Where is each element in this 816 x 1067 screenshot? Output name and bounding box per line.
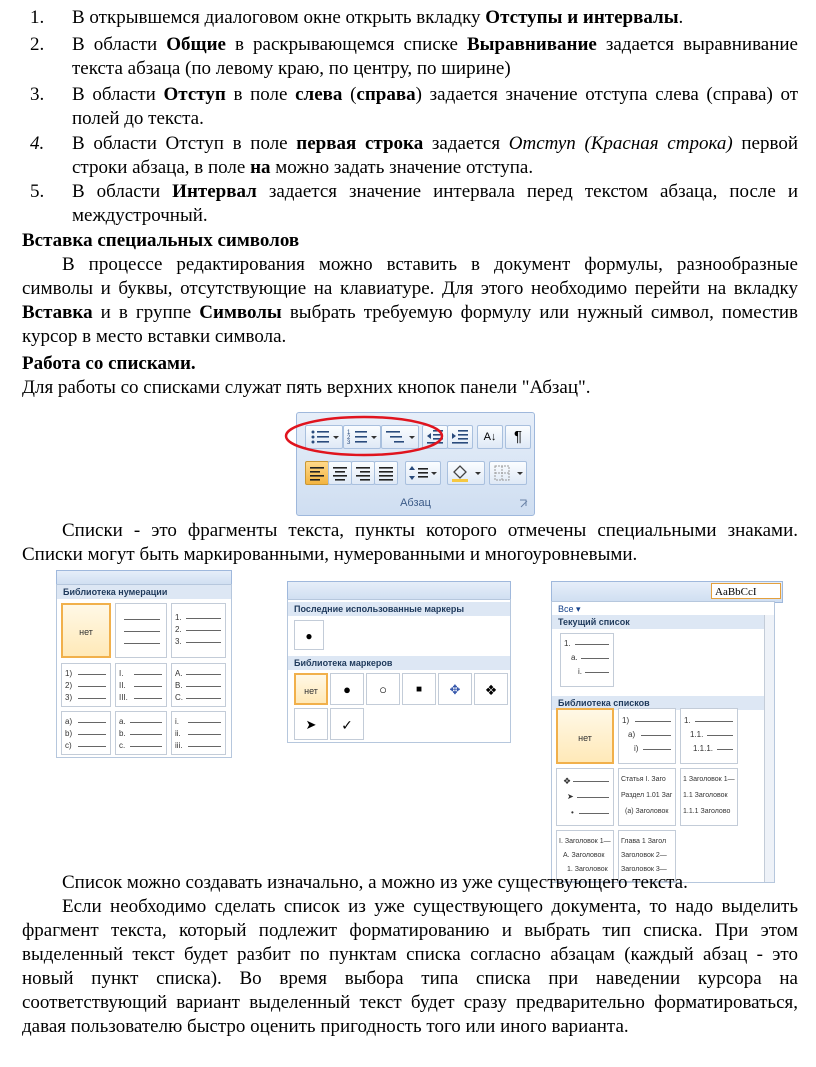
bullet-square-option[interactable]: ■ [402,673,436,705]
numbering-option-paren[interactable]: 1) 2) 3) [61,663,111,707]
align-left-button[interactable] [305,461,329,485]
align-right-icon [352,462,374,484]
numbering-option-roman-lower[interactable]: i. ii. iii. [171,711,226,755]
step-text: В области Общие в раскрывающемся списке Выравнивание задается выравнивание текста абзаца (по левому краю, по центру, по ширине) [72,34,798,79]
multilevel-option-paren[interactable]: 1) a) i) [618,708,676,764]
step-text: В области Отступ в поле слева (справа) задается значение отступа слева (справа) от полей до текста. [72,84,798,129]
increase-indent-icon [448,426,472,448]
step-text: В области Интервал задается значение интервала перед текстом абзаца, после и междустрочный. [72,181,798,226]
multilevel-none-option[interactable]: нет [556,708,614,764]
multilevel-panel [551,601,775,883]
sort-button[interactable] [477,425,503,449]
bullet-circle-option[interactable]: ○ [366,673,400,705]
bullet-arrow-option[interactable]: ➤ [294,708,328,740]
dialog-launcher-icon[interactable] [519,499,529,509]
step-number: 2. [30,34,45,55]
step-number: 3. [30,84,45,105]
multilevel-gallery [551,581,781,881]
multilevel-option-article[interactable]: Статья I. Заго Раздел 1.01 Заг (a) Заголовок [618,768,676,826]
section-heading-lists: Работа со списками. [22,353,196,374]
multilevel-option-bullets[interactable]: ❖ ➤ • [556,768,614,826]
align-center-icon [329,462,351,484]
list-library-title: Библиотека списков [552,696,774,710]
ribbon-group-label: Абзац [400,497,431,509]
symbols-paragraph: В процессе редактирования можно вставить в документ формулы, разнообразные символы и буквы, отсутствующие на клавиатуре. Для этого необходимо перейти на вкладку Вставка и в группе Символы выбрать требуемую формулу или нужный символ, поместив курсор в место вставки символа. [22,254,799,347]
current-list-option[interactable]: 1. a. i. [560,633,614,687]
numbering-option-roman[interactable]: I. II. III. [115,663,167,707]
step-number: 5. [30,181,45,202]
lists-intro: Для работы со списками служат пять верхних кнопок панели "Абзац". [22,377,591,398]
svg-text:2: 2 [347,435,351,441]
borders-button[interactable] [489,461,527,485]
bullet-disc-option[interactable]: ● [330,673,364,705]
paragraph-ribbon-panel [296,412,535,516]
numbering-title: Библиотека нумерации [57,585,231,599]
numbering-option-letters-paren[interactable]: a) b) c) [61,711,111,755]
recent-bullet-disc[interactable]: ● [294,620,324,650]
justify-icon [375,462,397,484]
list-creation-paragraph: Список можно создавать изначально, а можно из уже существующего текста. [62,872,688,893]
numbering-none-option[interactable]: нет [61,603,111,658]
multilevel-option-headings-decimal[interactable]: 1 Заголовок 1— 1.1 Заголовок 1.1.1 Заголово [680,768,738,826]
bullet-star-option[interactable]: ✥ [438,673,472,705]
numbering-gallery [56,570,230,756]
bullet-diamond-option[interactable]: ❖ [474,673,508,705]
pilcrow-icon: ¶ [513,428,523,445]
align-right-button[interactable] [351,461,375,485]
mini-toolbar [287,581,511,601]
multilevel-option-headings-roman[interactable]: I. Заголовок 1— A. Заголовок 1. Заголовок [556,830,614,882]
highlight-ellipse [291,417,441,457]
bullet-none-option[interactable]: нет [294,673,328,705]
numbering-option-arabic[interactable]: 1. 2. 3. [171,603,226,658]
borders-icon [490,462,526,484]
step-number: 4. [30,133,45,154]
current-list-title: Текущий список [552,615,774,629]
step-number: 1. [30,7,45,28]
sort-icon: А↓ [483,431,497,443]
numbering-blank-option[interactable] [115,603,167,658]
show-marks-button[interactable] [505,425,531,449]
svg-text:1: 1 [347,430,351,436]
bullets-gallery [287,581,509,741]
shading-button[interactable] [447,461,485,485]
multilevel-option-decimal[interactable]: 1. 1.1. 1.1.1. [680,708,738,764]
paint-bucket-icon [448,462,484,484]
bullet-library-title: Библиотека маркеров [288,656,510,670]
align-center-button[interactable] [328,461,352,485]
line-spacing-icon [406,462,440,484]
numbering-option-letters-upper[interactable]: A. B. C. [171,663,226,707]
list-from-text-paragraph: Если необходимо сделать список из уже существующего документа, то надо выделить фрагмент текста, который подлежит форматированию и выбрать тип списка. При этом выделенный текст будет разбит по пунктам списка согласно абзацам (каждый абзац - это новый пункт списка). Во время выбора типа списка при наведении курсора на соответствующий вариант выделенный текст будет сразу предварительно форматироваться, давая пользователю быстро оценить пригодность того или иного варианта. [22,896,798,1037]
step-text: В открывшемся диалоговом окне открыть вкладку Отступы и интервалы. [72,7,684,28]
filter-dropdown[interactable]: Все ▾ [558,604,581,614]
line-spacing-button[interactable] [405,461,441,485]
align-left-icon [306,462,328,484]
step-text: В области Отступ в поле первая строка задается Отступ (Красная строка) первой строки абзаца, в поле на можно задать значение отступа. [72,133,798,178]
section-heading-symbols: Вставка специальных символов [22,230,300,251]
bullets-panel [287,599,511,743]
style-preview[interactable]: AaBbCcI [711,583,781,599]
numbering-panel [56,584,232,758]
bullet-check-option[interactable]: ✓ [330,708,364,740]
increase-indent-button[interactable] [447,425,473,449]
gallery-scrollbar[interactable] [764,615,775,882]
svg-text:3: 3 [347,440,351,446]
lists-definition: Списки - это фрагменты текста, пункты которого отмечены специальными знаками. Списки могут быть маркированными, нумерованными и многоуровневыми. [22,520,798,565]
recent-bullets-title: Последние использованные маркеры [288,602,510,616]
justify-button[interactable] [374,461,398,485]
numbering-option-letters-dot[interactable]: a. b. c. [115,711,167,755]
multilevel-option-chapter[interactable]: Глава 1 Загол Заголовок 2— Заголовок 3— [618,830,676,882]
